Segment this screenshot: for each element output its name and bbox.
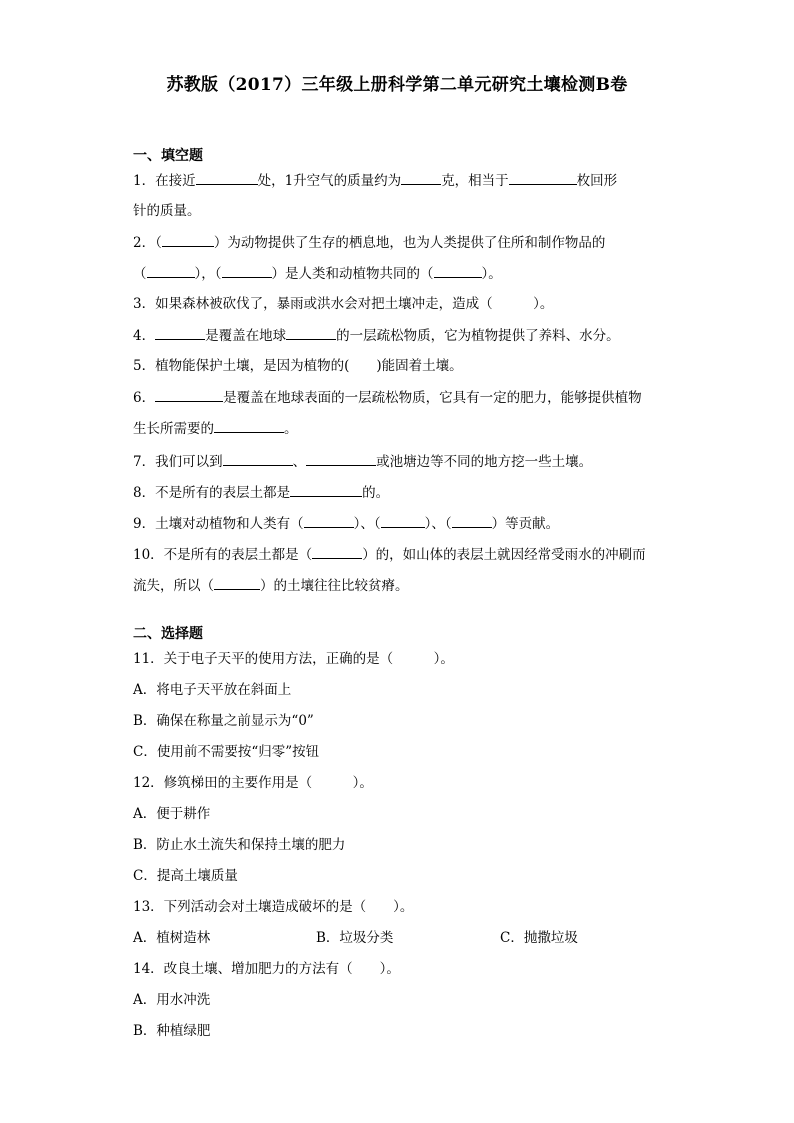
blank[interactable] bbox=[312, 544, 362, 559]
blank[interactable] bbox=[162, 232, 214, 247]
blank[interactable] bbox=[434, 263, 482, 278]
blank[interactable] bbox=[214, 575, 260, 590]
blank[interactable] bbox=[214, 418, 284, 433]
question-11-stem: 11．关于电子天平的使用方法，正确的是（ ）。 bbox=[133, 651, 454, 667]
question-13-option-b[interactable]: B．垃圾分类 bbox=[316, 930, 394, 946]
blank[interactable] bbox=[290, 482, 362, 497]
question-13-option-a[interactable]: A．植树造林 bbox=[133, 930, 211, 946]
blank[interactable] bbox=[223, 451, 293, 466]
question-13-option-c[interactable]: C．抛撒垃圾 bbox=[500, 930, 578, 946]
question-13-stem: 13．下列活动会对土壤造成破坏的是（ ）。 bbox=[133, 899, 414, 915]
blank[interactable] bbox=[509, 170, 577, 185]
blank[interactable] bbox=[304, 513, 354, 528]
question-8: 8．不是所有的表层土都是 的。 bbox=[133, 482, 389, 503]
question-1-line-1: 1．在接近 处，1升空气的质量约为 克，相当于 枚回形 bbox=[133, 170, 617, 191]
question-10-line-1: 10．不是所有的表层土都是（ ）的，如山体的表层土就因经常受雨水的冲刷而 bbox=[133, 544, 646, 565]
question-12-option-c[interactable]: C．提高土壤质量 bbox=[133, 868, 238, 884]
question-12-option-a[interactable]: A．便于耕作 bbox=[133, 806, 211, 822]
question-14-option-a[interactable]: A．用水冲洗 bbox=[133, 992, 211, 1008]
question-2-line-1: 2．（ ）为动物提供了生存的栖息地，也为人类提供了住所和制作物品的 bbox=[133, 232, 605, 253]
question-14-option-b[interactable]: B．种植绿肥 bbox=[133, 1023, 211, 1039]
blank[interactable] bbox=[155, 325, 205, 340]
blank[interactable] bbox=[452, 513, 492, 528]
question-11-option-b[interactable]: B．确保在称量之前显示为“0” bbox=[133, 713, 314, 729]
question-5: 5．植物能保护土壤，是因为植物的( )能固着土壤。 bbox=[133, 358, 463, 374]
blank[interactable] bbox=[196, 170, 258, 185]
blank[interactable] bbox=[401, 170, 441, 185]
question-6-line-1: 6． 是覆盖在地球表面的一层疏松物质，它具有一定的肥力，能够提供植物 bbox=[133, 387, 642, 408]
blank[interactable] bbox=[147, 263, 195, 278]
question-12-stem: 12．修筑梯田的主要作用是（ ）。 bbox=[133, 775, 373, 791]
question-1-line-2: 针的质量。 bbox=[133, 203, 201, 219]
question-2-line-2: （ ），（ ）是人类和动植物共同的（ ）。 bbox=[133, 263, 502, 284]
question-11-option-a[interactable]: A．将电子天平放在斜面上 bbox=[133, 682, 292, 698]
page-title: 苏教版（2017）三年级上册科学第二单元研究土壤检测B卷 bbox=[166, 75, 628, 95]
blank[interactable] bbox=[222, 263, 272, 278]
question-12-option-b[interactable]: B．防止水土流失和保持土壤的肥力 bbox=[133, 837, 346, 853]
question-10-line-2: 流失，所以（ ）的土壤往往比较贫瘠。 bbox=[133, 575, 409, 596]
question-4: 4． 是覆盖在地球 的一层疏松物质，它为植物提供了养料、水分。 bbox=[133, 325, 620, 346]
section-choice-heading: 二、选择题 bbox=[133, 626, 203, 642]
question-9: 9．土壤对动植物和人类有（ ）、（ ）、（ ）等贡献。 bbox=[133, 513, 559, 534]
question-6-line-2: 生长所需要的 。 bbox=[133, 418, 298, 439]
section-fill-heading: 一、填空题 bbox=[133, 148, 203, 164]
question-3: 3．如果森林被砍伐了，暴雨或洪水会对把土壤冲走，造成（ ）。 bbox=[133, 296, 554, 312]
blank[interactable] bbox=[381, 513, 425, 528]
blank[interactable] bbox=[306, 451, 376, 466]
question-14-stem: 14．改良土壤、增加肥力的方法有（ ）。 bbox=[133, 961, 400, 977]
blank[interactable] bbox=[155, 387, 223, 402]
blank[interactable] bbox=[286, 325, 336, 340]
question-7: 7．我们可以到 、 或池塘边等不同的地方挖一些土壤。 bbox=[133, 451, 592, 472]
question-11-option-c[interactable]: C．使用前不需要按“归零”按钮 bbox=[133, 744, 320, 760]
